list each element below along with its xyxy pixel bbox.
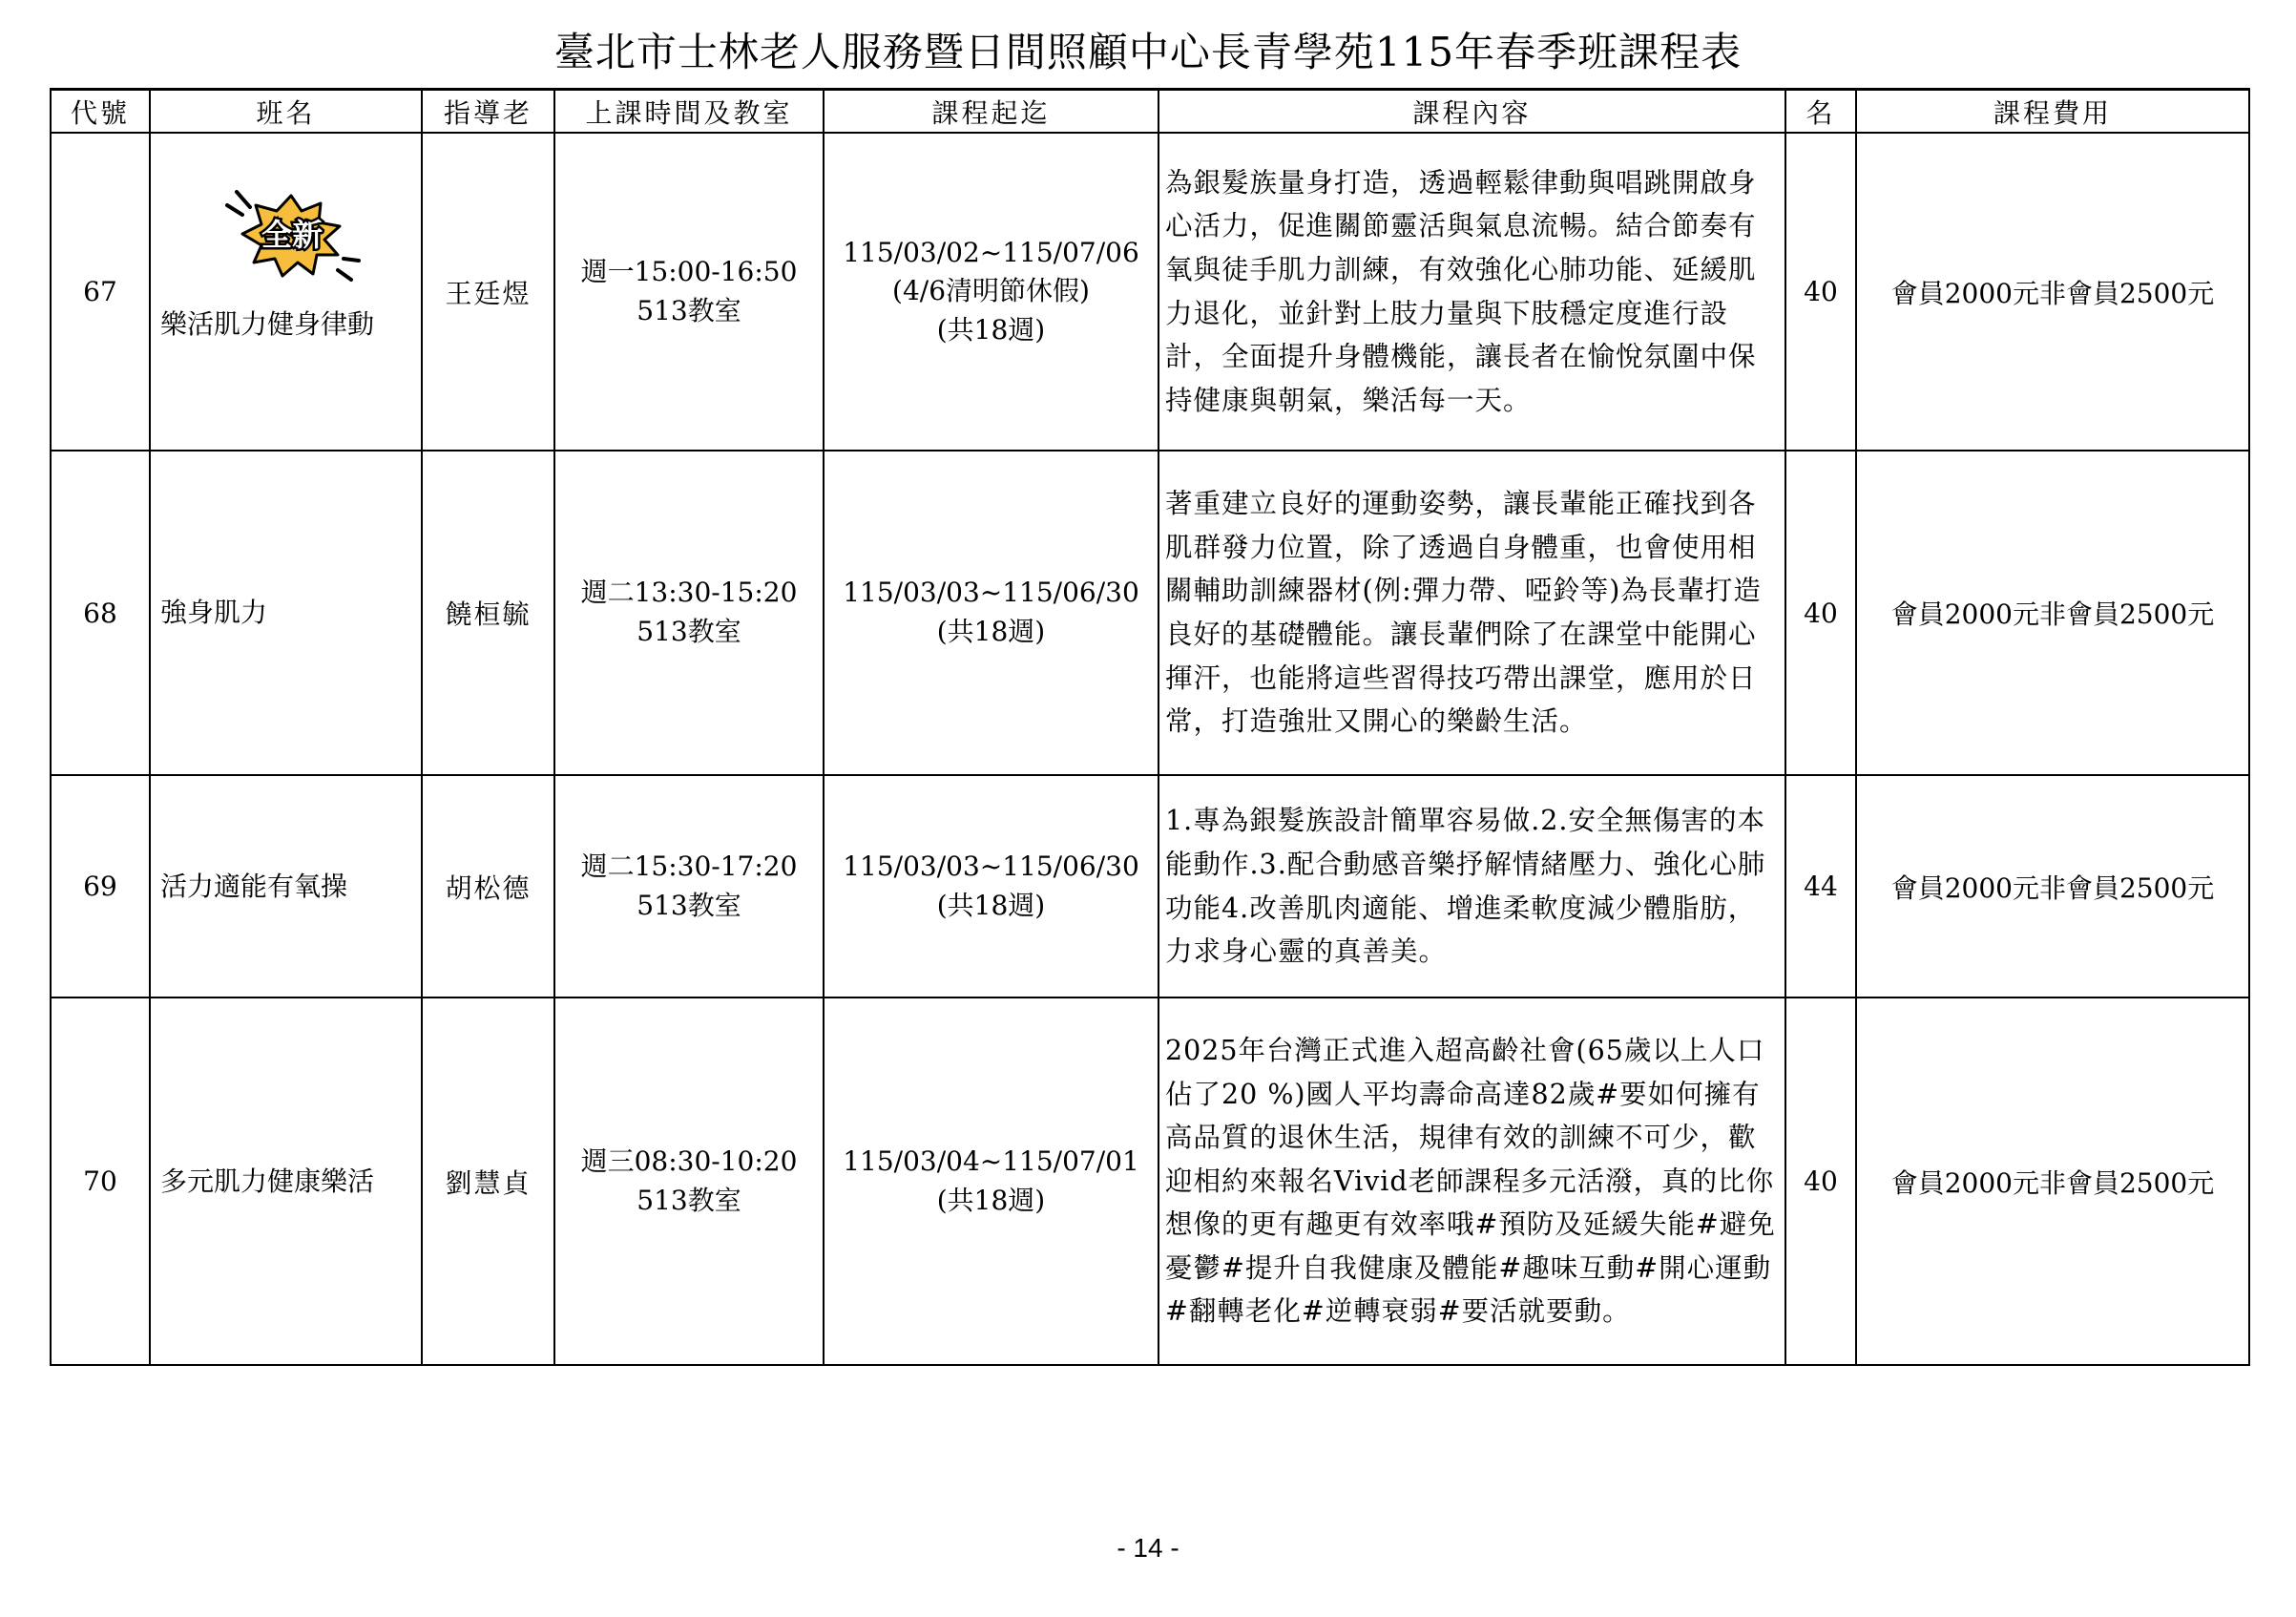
new-burst-icon	[219, 182, 363, 287]
header-teacher: 指導老	[422, 90, 554, 134]
course-time-room	[554, 775, 824, 998]
course-table	[50, 88, 2250, 1366]
course-content: 著重建立良好的運動姿勢，讓長輩能正確找到各肌群發力位置，除了透過自身體重，也會使用相關輔助訓練器材(例:彈力帶、啞鈴等)為長輩打造良好的基礎體能。讓長輩們除了在課堂中能開心揮汗，也能將這些習得技巧帶出課堂，應用於日常，打造強壯又開心的樂齡生活。	[1158, 451, 1785, 775]
course-room: 513教室	[637, 889, 741, 921]
course-time-room	[554, 998, 824, 1365]
course-fee: 會員2000元非會員2500元	[1856, 133, 2249, 451]
course-name: 強身肌力	[150, 451, 422, 775]
course-name: 多元肌力健康樂活	[150, 998, 422, 1365]
course-date-range: 115/03/02~115/07/06	[843, 236, 1139, 268]
course-weeks: (共18週)	[936, 616, 1046, 647]
course-dates	[824, 451, 1158, 775]
course-fee: 會員2000元非會員2500元	[1856, 998, 2249, 1365]
header-time-room: 上課時間及教室	[554, 90, 824, 134]
new-badge	[160, 182, 421, 287]
course-room: 513教室	[637, 294, 741, 326]
page-title: 臺北市士林老人服務暨日間照顧中心長青學苑115年春季班課程表	[553, 29, 1743, 75]
course-count: 44	[1785, 775, 1856, 998]
course-content: 2025年台灣正式進入超高齡社會(65歲以上人口佔了20 %)國人平均壽命高達82歲#要如何擁有高品質的退休生活，規律有效的訓練不可少，歡迎相約來報名Vivid老師課程多元活潑，真的比你想像的更有趣更有效率哦#預防及延緩失能#避免憂鬱#提升自我健康及體能#趣味互動#開心運動#翻轉老化#逆轉衰弱#要活就要動。	[1158, 998, 1785, 1365]
course-teacher: 劉慧貞	[422, 998, 554, 1365]
course-time-room	[554, 451, 824, 775]
course-code: 67	[51, 133, 150, 451]
course-dates	[824, 133, 1158, 451]
course-room: 513教室	[637, 1184, 741, 1216]
course-time-room	[554, 133, 824, 451]
course-content: 為銀髮族量身打造，透過輕鬆律動與唱跳開啟身心活力，促進關節靈活與氣息流暢。結合節奏有氧與徒手肌力訓練，有效強化心肺功能、延緩肌力退化，並針對上肢力量與下肢穩定度進行設計，全面提升身體機能，讓長者在愉悅氛圍中保持健康與朝氣，樂活每一天。	[1158, 133, 1785, 451]
course-dates	[824, 998, 1158, 1365]
course-time: 週一15:00-16:50	[580, 255, 798, 287]
course-code: 69	[51, 775, 150, 998]
course-code: 68	[51, 451, 150, 775]
course-time: 週二13:30-15:20	[580, 577, 798, 609]
course-code: 70	[51, 998, 150, 1365]
course-weeks: (共18週)	[936, 1184, 1046, 1216]
header-content: 課程內容	[1158, 90, 1785, 134]
table-row	[51, 775, 2249, 998]
course-room: 513教室	[637, 616, 741, 647]
course-content: 1.專為銀髮族設計簡單容易做.2.安全無傷害的本能動作.3.配合動感音樂抒解情緒壓力、強化心肺功能4.改善肌肉適能、增進柔軟度減少體脂肪，力求身心靈的真善美。	[1158, 775, 1785, 998]
header-code: 代號	[51, 90, 150, 134]
course-teacher: 饒桓毓	[422, 451, 554, 775]
course-date-range: 115/03/04~115/07/01	[843, 1144, 1139, 1177]
course-teacher: 胡松德	[422, 775, 554, 998]
course-count: 40	[1785, 133, 1856, 451]
page-number: - 14 -	[1117, 1533, 1179, 1563]
course-time: 週三08:30-10:20	[580, 1144, 798, 1177]
course-time: 週二15:30-17:20	[580, 850, 798, 882]
course-date-range: 115/03/03~115/06/30	[843, 850, 1139, 882]
course-dates	[824, 775, 1158, 998]
table-row	[51, 133, 2249, 451]
course-date-note: (4/6清明節休假)	[892, 275, 1090, 307]
course-weeks: (共18週)	[936, 889, 1046, 921]
course-count: 40	[1785, 451, 1856, 775]
header-count: 名	[1785, 90, 1856, 134]
header-name: 班名	[150, 90, 422, 134]
table-row	[51, 451, 2249, 775]
course-name: 樂活肌力健身律動	[160, 307, 375, 340]
course-name: 活力適能有氧操	[150, 775, 422, 998]
header-dates: 課程起迄	[824, 90, 1158, 134]
course-fee: 會員2000元非會員2500元	[1856, 775, 2249, 998]
course-count: 40	[1785, 998, 1856, 1365]
course-name-cell	[150, 133, 422, 451]
header-fee: 課程費用	[1856, 90, 2249, 134]
course-weeks: (共18週)	[936, 313, 1046, 346]
badge-label: 全新	[261, 216, 323, 253]
course-teacher: 王廷煜	[422, 133, 554, 451]
course-fee: 會員2000元非會員2500元	[1856, 451, 2249, 775]
table-row	[51, 998, 2249, 1365]
course-date-range: 115/03/03~115/06/30	[843, 577, 1139, 609]
header-row	[51, 90, 2249, 134]
